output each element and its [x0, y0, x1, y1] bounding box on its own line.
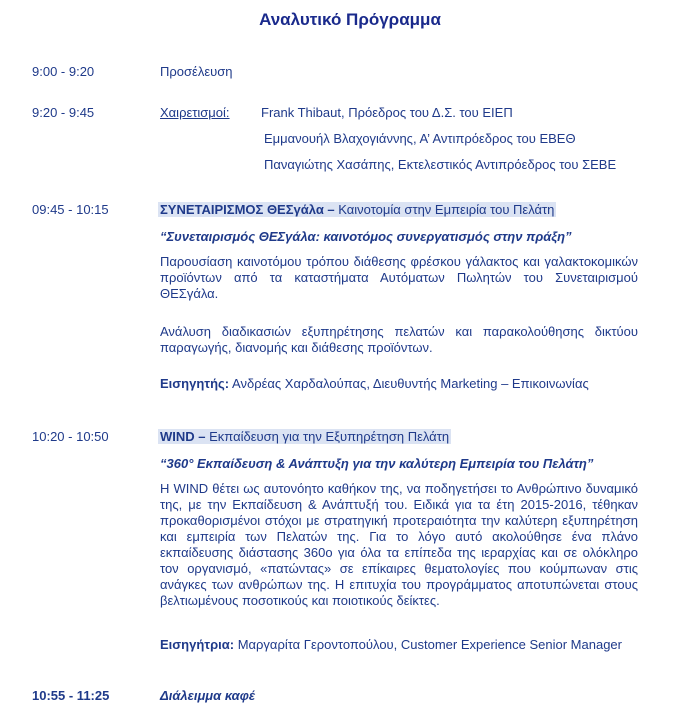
session-speaker: [160, 376, 589, 391]
speaker-label: Εισηγητής:: [160, 376, 230, 391]
time-slot-4: 10:20 - 10:50: [32, 429, 109, 444]
session-paragraph: Ανάλυση διαδικασιών εξυπηρέτησης πελατών και παρακολούθησης δικτύου παραγωγής, διανομής και διάθεσης προϊόντων.: [160, 324, 638, 355]
session-speaker: [160, 637, 622, 652]
agenda-label-arrival: Προσέλευση: [160, 64, 233, 79]
session-paragraph: Η WIND θέτει ως αυτονόητο καθήκον της, να ποδηγετήσει το Ανθρώπινο δυναμικό της, με την Εκπαίδευση & Ανάπτυξή του. Ειδικά για τα έτη 2015-2016, τέθηκαν προκαθορισμένοι στόχοι με στρατηγική προτεραιότητα την καλύτερη εξυπηρέτηση και εμπειρία των Πελατών της. Για το λόγο αυτό ακολούθησε ένα πλάνο εκπαίδευσης διάστασης 360ο για όλα τα επίπεδα της ιεραρχίας και σε ολόκληρο τον οργανισμό, «πατώντας» σε επίκαιρες θεματολογίες που κούμπωναν στις ανάγκες των ανθρώπων της. Η επιτυχία του προγράμματος αποτυπώνεται στους βελτιωμένους ποσοτικούς και ποιοτικούς δείκτες.: [160, 481, 638, 608]
greeting-speaker-3: Παναγιώτης Χασάπης, Εκτελεστικός Αντιπρόεδρος του ΣΕΒΕ: [264, 157, 617, 172]
company-name: WIND –: [160, 429, 206, 444]
greeting-speaker-1: Frank Thibaut, Πρόεδρος του Δ.Σ. του ΕΙΕΠ: [261, 105, 513, 120]
time-slot-5: 10:55 - 11:25: [32, 688, 110, 703]
greetings-label: Χαιρετισμοί:: [160, 105, 230, 120]
session-subtitle: “Συνεταιρισμός ΘΕΣγάλα: καινοτόμος συνεργατισμός στην πράξη”: [160, 229, 572, 244]
time-slot-3: 09:45 - 10:15: [32, 202, 109, 217]
company-name: ΣΥΝΕΤΑΙΡΙΣΜΟΣ ΘΕΣγάλα –: [160, 202, 335, 217]
time-slot-2: 9:20 - 9:45: [32, 105, 95, 120]
session-topic: Καινοτομία στην Εμπειρία του Πελάτη: [334, 202, 555, 217]
greeting-speaker-2: Εμμανουήλ Βλαχογιάννης, Α’ Αντιπρόεδρος του ΕΒΕΘ: [264, 131, 576, 146]
session-heading-thesgala: [158, 202, 556, 217]
session-paragraph: Παρουσίαση καινοτόμου τρόπου διάθεσης φρέσκου γάλακτος και γαλακτοκομικών προϊόντων από τα καταστήματα Αυτόματων Πωλητών του Συνεταιρισμού ΘΕΣγάλα.: [160, 254, 638, 301]
time-slot-1: 9:00 - 9:20: [32, 64, 95, 79]
speaker-name: Ανδρέας Χαρδαλούπας, Διευθυντής Marketing – Επικοινωνίας: [229, 376, 589, 391]
session-heading-wind: [158, 429, 451, 444]
speaker-label: Εισηγήτρια:: [160, 637, 235, 652]
page-title: Αναλυτικό Πρόγραμμα: [259, 10, 441, 29]
session-subtitle: “360° Εκπαίδευση & Ανάπτυξη για την καλύτερη Εμπειρία του Πελάτη”: [160, 456, 594, 471]
speaker-name: Μαργαρίτα Γεροντοπούλου, Customer Experience Senior Manager: [234, 637, 622, 652]
session-topic: Εκπαίδευση για την Εξυπηρέτηση Πελάτη: [205, 429, 450, 444]
agenda-label-coffee-break: Διάλειμμα καφέ: [160, 688, 256, 703]
